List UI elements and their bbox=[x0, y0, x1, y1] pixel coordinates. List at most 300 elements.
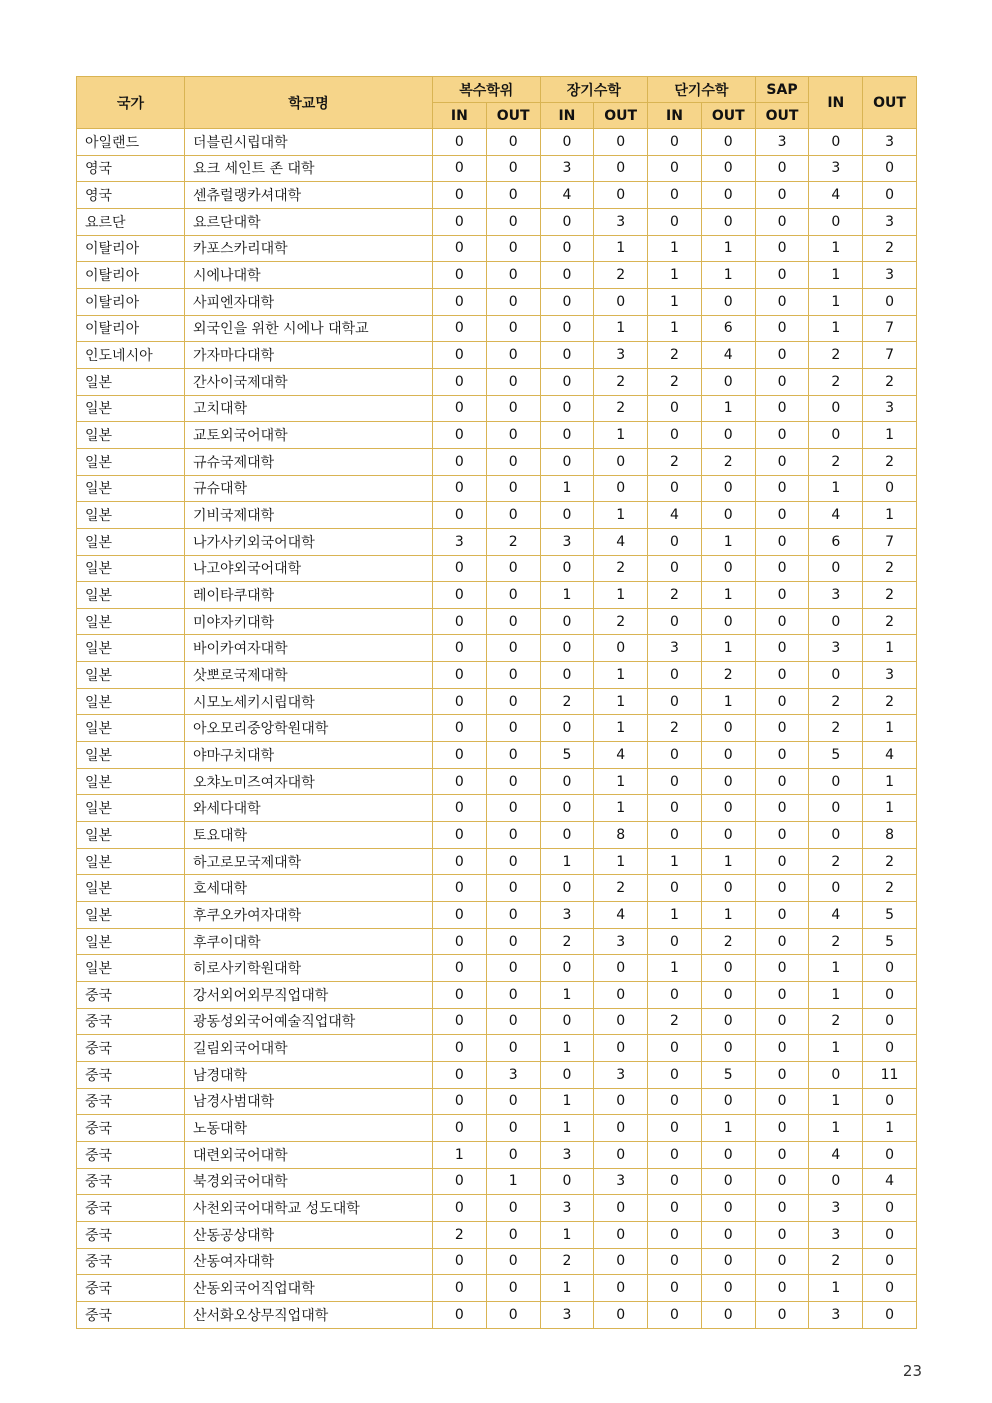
count-cell: 0 bbox=[755, 1008, 809, 1035]
count-cell: 0 bbox=[540, 1008, 594, 1035]
count-cell: 0 bbox=[648, 1275, 702, 1302]
count-cell: 0 bbox=[540, 395, 594, 422]
count-cell: 1 bbox=[648, 235, 702, 262]
count-cell: 0 bbox=[755, 208, 809, 235]
count-cell: 2 bbox=[809, 928, 863, 955]
count-cell: 0 bbox=[486, 662, 540, 689]
count-cell: 0 bbox=[755, 822, 809, 849]
country-cell: 중국 bbox=[77, 1221, 185, 1248]
count-cell: 1 bbox=[863, 715, 917, 742]
count-cell: 0 bbox=[648, 555, 702, 582]
count-cell: 0 bbox=[701, 155, 755, 182]
count-cell: 2 bbox=[648, 1008, 702, 1035]
country-cell: 중국 bbox=[77, 1168, 185, 1195]
count-cell: 0 bbox=[809, 422, 863, 449]
header-dual-degree: 복수학위 bbox=[433, 77, 541, 103]
school-cell: 토요대학 bbox=[185, 822, 433, 849]
count-cell: 0 bbox=[863, 1275, 917, 1302]
school-cell: 강서외어외무직업대학 bbox=[185, 982, 433, 1009]
school-cell: 사피엔자대학 bbox=[185, 288, 433, 315]
count-cell: 0 bbox=[594, 1008, 648, 1035]
count-cell: 0 bbox=[701, 555, 755, 582]
school-cell: 후쿠오카여자대학 bbox=[185, 902, 433, 929]
count-cell: 1 bbox=[809, 315, 863, 342]
table-row bbox=[77, 1248, 917, 1275]
table-row bbox=[77, 1301, 917, 1328]
table-row bbox=[77, 555, 917, 582]
count-cell: 0 bbox=[755, 848, 809, 875]
header-short-out: OUT bbox=[701, 103, 755, 129]
count-cell: 0 bbox=[433, 688, 487, 715]
count-cell: 0 bbox=[755, 662, 809, 689]
count-cell: 0 bbox=[594, 955, 648, 982]
count-cell: 0 bbox=[433, 448, 487, 475]
count-cell: 0 bbox=[486, 1008, 540, 1035]
count-cell: 5 bbox=[863, 902, 917, 929]
country-cell: 일본 bbox=[77, 928, 185, 955]
count-cell: 0 bbox=[486, 395, 540, 422]
count-cell: 4 bbox=[809, 1141, 863, 1168]
count-cell: 1 bbox=[701, 395, 755, 422]
count-cell: 0 bbox=[486, 1275, 540, 1302]
count-cell: 0 bbox=[486, 368, 540, 395]
count-cell: 0 bbox=[433, 955, 487, 982]
country-cell: 이탈리아 bbox=[77, 288, 185, 315]
count-cell: 0 bbox=[594, 129, 648, 156]
count-cell: 0 bbox=[594, 1115, 648, 1142]
count-cell: 2 bbox=[809, 368, 863, 395]
count-cell: 0 bbox=[486, 1115, 540, 1142]
count-cell: 0 bbox=[809, 129, 863, 156]
table-row bbox=[77, 1115, 917, 1142]
count-cell: 0 bbox=[433, 822, 487, 849]
count-cell: 0 bbox=[755, 448, 809, 475]
count-cell: 0 bbox=[486, 1248, 540, 1275]
count-cell: 3 bbox=[863, 395, 917, 422]
count-cell: 3 bbox=[540, 1195, 594, 1222]
count-cell: 3 bbox=[540, 1141, 594, 1168]
country-cell: 영국 bbox=[77, 182, 185, 209]
count-cell: 0 bbox=[755, 688, 809, 715]
count-cell: 0 bbox=[486, 982, 540, 1009]
count-cell: 0 bbox=[755, 502, 809, 529]
school-cell: 요르단대학 bbox=[185, 208, 433, 235]
count-cell: 0 bbox=[648, 208, 702, 235]
count-cell: 6 bbox=[701, 315, 755, 342]
country-cell: 중국 bbox=[77, 1141, 185, 1168]
count-cell: 4 bbox=[594, 742, 648, 769]
count-cell: 0 bbox=[433, 1275, 487, 1302]
count-cell: 0 bbox=[486, 342, 540, 369]
count-cell: 2 bbox=[809, 1248, 863, 1275]
school-cell: 사천외국어대학교 성도대학 bbox=[185, 1195, 433, 1222]
count-cell: 2 bbox=[648, 448, 702, 475]
count-cell: 0 bbox=[755, 955, 809, 982]
count-cell: 0 bbox=[433, 1061, 487, 1088]
count-cell: 2 bbox=[809, 715, 863, 742]
country-cell: 일본 bbox=[77, 715, 185, 742]
school-cell: 시에나대학 bbox=[185, 262, 433, 289]
count-cell: 0 bbox=[433, 875, 487, 902]
count-cell: 1 bbox=[701, 582, 755, 609]
count-cell: 0 bbox=[594, 475, 648, 502]
count-cell: 0 bbox=[755, 982, 809, 1009]
count-cell: 0 bbox=[863, 955, 917, 982]
count-cell: 0 bbox=[486, 582, 540, 609]
count-cell: 2 bbox=[863, 448, 917, 475]
count-cell: 5 bbox=[701, 1061, 755, 1088]
count-cell: 0 bbox=[486, 928, 540, 955]
count-cell: 1 bbox=[594, 422, 648, 449]
table-row bbox=[77, 315, 917, 342]
count-cell: 1 bbox=[540, 848, 594, 875]
count-cell: 2 bbox=[809, 1008, 863, 1035]
count-cell: 1 bbox=[863, 502, 917, 529]
table-row bbox=[77, 368, 917, 395]
count-cell: 0 bbox=[486, 555, 540, 582]
table-row bbox=[77, 208, 917, 235]
count-cell: 0 bbox=[486, 715, 540, 742]
count-cell: 4 bbox=[594, 528, 648, 555]
count-cell: 0 bbox=[433, 288, 487, 315]
count-cell: 0 bbox=[755, 768, 809, 795]
count-cell: 2 bbox=[809, 342, 863, 369]
count-cell: 3 bbox=[594, 208, 648, 235]
table-row bbox=[77, 982, 917, 1009]
count-cell: 0 bbox=[486, 1221, 540, 1248]
exchange-table-container bbox=[76, 76, 916, 1329]
count-cell: 0 bbox=[863, 182, 917, 209]
country-cell: 이탈리아 bbox=[77, 315, 185, 342]
count-cell: 2 bbox=[648, 715, 702, 742]
count-cell: 0 bbox=[863, 1301, 917, 1328]
school-cell: 나고야외국어대학 bbox=[185, 555, 433, 582]
school-cell: 대련외국어대학 bbox=[185, 1141, 433, 1168]
count-cell: 0 bbox=[486, 262, 540, 289]
count-cell: 1 bbox=[701, 1115, 755, 1142]
header-school: 학교명 bbox=[185, 77, 433, 129]
count-cell: 2 bbox=[648, 582, 702, 609]
count-cell: 1 bbox=[809, 262, 863, 289]
table-row bbox=[77, 742, 917, 769]
count-cell: 4 bbox=[648, 502, 702, 529]
count-cell: 0 bbox=[486, 955, 540, 982]
count-cell: 2 bbox=[594, 555, 648, 582]
table-row bbox=[77, 902, 917, 929]
count-cell: 0 bbox=[433, 1008, 487, 1035]
count-cell: 0 bbox=[863, 1035, 917, 1062]
table-row bbox=[77, 395, 917, 422]
count-cell: 0 bbox=[648, 528, 702, 555]
count-cell: 3 bbox=[648, 635, 702, 662]
count-cell: 0 bbox=[755, 1221, 809, 1248]
count-cell: 4 bbox=[809, 902, 863, 929]
count-cell: 2 bbox=[863, 875, 917, 902]
count-cell: 0 bbox=[755, 1248, 809, 1275]
count-cell: 0 bbox=[755, 1035, 809, 1062]
count-cell: 0 bbox=[594, 1195, 648, 1222]
table-row bbox=[77, 235, 917, 262]
table-row bbox=[77, 608, 917, 635]
count-cell: 4 bbox=[809, 182, 863, 209]
count-cell: 3 bbox=[809, 1301, 863, 1328]
count-cell: 3 bbox=[433, 528, 487, 555]
count-cell: 2 bbox=[540, 688, 594, 715]
school-cell: 고치대학 bbox=[185, 395, 433, 422]
count-cell: 0 bbox=[540, 608, 594, 635]
count-cell: 0 bbox=[701, 875, 755, 902]
count-cell: 3 bbox=[540, 155, 594, 182]
count-cell: 1 bbox=[863, 795, 917, 822]
country-cell: 일본 bbox=[77, 528, 185, 555]
count-cell: 0 bbox=[809, 822, 863, 849]
count-cell: 0 bbox=[863, 982, 917, 1009]
school-cell: 규슈국제대학 bbox=[185, 448, 433, 475]
count-cell: 2 bbox=[863, 608, 917, 635]
count-cell: 0 bbox=[540, 875, 594, 902]
count-cell: 0 bbox=[701, 608, 755, 635]
count-cell: 0 bbox=[433, 368, 487, 395]
count-cell: 0 bbox=[755, 1088, 809, 1115]
count-cell: 0 bbox=[648, 662, 702, 689]
table-row bbox=[77, 448, 917, 475]
count-cell: 0 bbox=[755, 475, 809, 502]
table-row bbox=[77, 262, 917, 289]
school-cell: 규슈대학 bbox=[185, 475, 433, 502]
count-cell: 0 bbox=[755, 582, 809, 609]
count-cell: 1 bbox=[701, 235, 755, 262]
count-cell: 2 bbox=[701, 448, 755, 475]
count-cell: 1 bbox=[809, 982, 863, 1009]
count-cell: 0 bbox=[755, 1168, 809, 1195]
school-cell: 산동여자대학 bbox=[185, 1248, 433, 1275]
count-cell: 0 bbox=[701, 129, 755, 156]
count-cell: 0 bbox=[863, 1195, 917, 1222]
country-cell: 일본 bbox=[77, 395, 185, 422]
count-cell: 0 bbox=[701, 982, 755, 1009]
count-cell: 0 bbox=[809, 208, 863, 235]
table-row bbox=[77, 1141, 917, 1168]
count-cell: 0 bbox=[486, 608, 540, 635]
count-cell: 2 bbox=[594, 262, 648, 289]
count-cell: 0 bbox=[540, 235, 594, 262]
country-cell: 일본 bbox=[77, 955, 185, 982]
count-cell: 1 bbox=[809, 1035, 863, 1062]
count-cell: 0 bbox=[486, 688, 540, 715]
count-cell: 0 bbox=[486, 288, 540, 315]
count-cell: 0 bbox=[701, 1141, 755, 1168]
count-cell: 0 bbox=[755, 875, 809, 902]
count-cell: 4 bbox=[863, 1168, 917, 1195]
header-short-in: IN bbox=[648, 103, 702, 129]
count-cell: 0 bbox=[755, 928, 809, 955]
count-cell: 0 bbox=[433, 129, 487, 156]
header-long-term: 장기수학 bbox=[540, 77, 648, 103]
count-cell: 1 bbox=[701, 635, 755, 662]
count-cell: 8 bbox=[863, 822, 917, 849]
count-cell: 3 bbox=[863, 662, 917, 689]
count-cell: 0 bbox=[433, 502, 487, 529]
count-cell: 0 bbox=[701, 1168, 755, 1195]
school-cell: 센츄럴랭카셔대학 bbox=[185, 182, 433, 209]
count-cell: 0 bbox=[486, 155, 540, 182]
count-cell: 3 bbox=[755, 129, 809, 156]
count-cell: 1 bbox=[648, 288, 702, 315]
count-cell: 0 bbox=[433, 848, 487, 875]
count-cell: 0 bbox=[701, 1035, 755, 1062]
count-cell: 0 bbox=[701, 475, 755, 502]
count-cell: 0 bbox=[433, 982, 487, 1009]
count-cell: 0 bbox=[540, 342, 594, 369]
table-row bbox=[77, 342, 917, 369]
count-cell: 0 bbox=[433, 155, 487, 182]
count-cell: 0 bbox=[594, 1088, 648, 1115]
count-cell: 0 bbox=[540, 1168, 594, 1195]
count-cell: 2 bbox=[863, 235, 917, 262]
count-cell: 3 bbox=[594, 1061, 648, 1088]
count-cell: 0 bbox=[701, 1301, 755, 1328]
count-cell: 0 bbox=[594, 182, 648, 209]
count-cell: 0 bbox=[755, 902, 809, 929]
count-cell: 1 bbox=[594, 315, 648, 342]
table-row bbox=[77, 528, 917, 555]
count-cell: 0 bbox=[433, 1115, 487, 1142]
count-cell: 0 bbox=[648, 1248, 702, 1275]
count-cell: 0 bbox=[540, 315, 594, 342]
count-cell: 0 bbox=[540, 715, 594, 742]
count-cell: 1 bbox=[648, 262, 702, 289]
school-cell: 북경외국어대학 bbox=[185, 1168, 433, 1195]
school-cell: 산동외국어직업대학 bbox=[185, 1275, 433, 1302]
count-cell: 0 bbox=[863, 1008, 917, 1035]
count-cell: 1 bbox=[594, 688, 648, 715]
school-cell: 후쿠이대학 bbox=[185, 928, 433, 955]
count-cell: 0 bbox=[433, 1301, 487, 1328]
count-cell: 1 bbox=[648, 848, 702, 875]
count-cell: 0 bbox=[648, 1088, 702, 1115]
count-cell: 2 bbox=[863, 555, 917, 582]
count-cell: 1 bbox=[809, 235, 863, 262]
count-cell: 0 bbox=[540, 129, 594, 156]
count-cell: 0 bbox=[486, 502, 540, 529]
table-row bbox=[77, 1221, 917, 1248]
school-cell: 기비국제대학 bbox=[185, 502, 433, 529]
header-total-in: IN bbox=[809, 77, 863, 129]
count-cell: 0 bbox=[701, 1195, 755, 1222]
count-cell: 0 bbox=[433, 1035, 487, 1062]
count-cell: 0 bbox=[648, 155, 702, 182]
count-cell: 1 bbox=[863, 422, 917, 449]
count-cell: 2 bbox=[863, 688, 917, 715]
count-cell: 0 bbox=[755, 635, 809, 662]
count-cell: 0 bbox=[648, 795, 702, 822]
count-cell: 0 bbox=[863, 288, 917, 315]
count-cell: 2 bbox=[594, 875, 648, 902]
count-cell: 0 bbox=[648, 182, 702, 209]
count-cell: 0 bbox=[648, 1301, 702, 1328]
count-cell: 0 bbox=[701, 1275, 755, 1302]
country-cell: 일본 bbox=[77, 875, 185, 902]
count-cell: 2 bbox=[433, 1221, 487, 1248]
country-cell: 일본 bbox=[77, 475, 185, 502]
count-cell: 0 bbox=[809, 608, 863, 635]
table-row bbox=[77, 928, 917, 955]
school-cell: 미야자키대학 bbox=[185, 608, 433, 635]
count-cell: 0 bbox=[755, 315, 809, 342]
count-cell: 1 bbox=[701, 902, 755, 929]
count-cell: 0 bbox=[701, 742, 755, 769]
table-row bbox=[77, 475, 917, 502]
count-cell: 0 bbox=[540, 795, 594, 822]
count-cell: 0 bbox=[540, 635, 594, 662]
header-dual-out: OUT bbox=[486, 103, 540, 129]
count-cell: 1 bbox=[594, 502, 648, 529]
count-cell: 0 bbox=[863, 1141, 917, 1168]
table-row bbox=[77, 1035, 917, 1062]
count-cell: 1 bbox=[809, 955, 863, 982]
count-cell: 2 bbox=[863, 848, 917, 875]
count-cell: 0 bbox=[755, 715, 809, 742]
count-cell: 0 bbox=[701, 1088, 755, 1115]
table-body bbox=[77, 129, 917, 1329]
count-cell: 2 bbox=[540, 928, 594, 955]
count-cell: 0 bbox=[648, 822, 702, 849]
count-cell: 5 bbox=[540, 742, 594, 769]
table-row bbox=[77, 582, 917, 609]
country-cell: 이탈리아 bbox=[77, 262, 185, 289]
header-total-out: OUT bbox=[863, 77, 917, 129]
count-cell: 0 bbox=[433, 1088, 487, 1115]
count-cell: 0 bbox=[433, 928, 487, 955]
count-cell: 0 bbox=[540, 262, 594, 289]
count-cell: 1 bbox=[540, 1221, 594, 1248]
table-row bbox=[77, 288, 917, 315]
school-cell: 아오모리중앙학원대학 bbox=[185, 715, 433, 742]
count-cell: 0 bbox=[863, 1088, 917, 1115]
count-cell: 0 bbox=[486, 795, 540, 822]
count-cell: 2 bbox=[701, 928, 755, 955]
count-cell: 4 bbox=[594, 902, 648, 929]
header-sap: SAP bbox=[755, 77, 809, 103]
count-cell: 0 bbox=[433, 1168, 487, 1195]
table-row bbox=[77, 715, 917, 742]
count-cell: 0 bbox=[433, 342, 487, 369]
country-cell: 일본 bbox=[77, 742, 185, 769]
country-cell: 일본 bbox=[77, 582, 185, 609]
count-cell: 1 bbox=[594, 582, 648, 609]
count-cell: 0 bbox=[863, 1221, 917, 1248]
count-cell: 2 bbox=[594, 368, 648, 395]
count-cell: 2 bbox=[863, 368, 917, 395]
country-cell: 일본 bbox=[77, 368, 185, 395]
count-cell: 1 bbox=[648, 902, 702, 929]
school-cell: 시모노세키시립대학 bbox=[185, 688, 433, 715]
exchange-student-table bbox=[76, 76, 917, 1329]
count-cell: 0 bbox=[433, 235, 487, 262]
count-cell: 8 bbox=[594, 822, 648, 849]
count-cell: 1 bbox=[863, 1115, 917, 1142]
count-cell: 4 bbox=[863, 742, 917, 769]
count-cell: 0 bbox=[701, 795, 755, 822]
count-cell: 0 bbox=[648, 1195, 702, 1222]
count-cell: 0 bbox=[433, 1248, 487, 1275]
table-row bbox=[77, 155, 917, 182]
count-cell: 0 bbox=[540, 555, 594, 582]
count-cell: 0 bbox=[433, 662, 487, 689]
count-cell: 0 bbox=[755, 795, 809, 822]
table-row bbox=[77, 795, 917, 822]
count-cell: 0 bbox=[809, 555, 863, 582]
